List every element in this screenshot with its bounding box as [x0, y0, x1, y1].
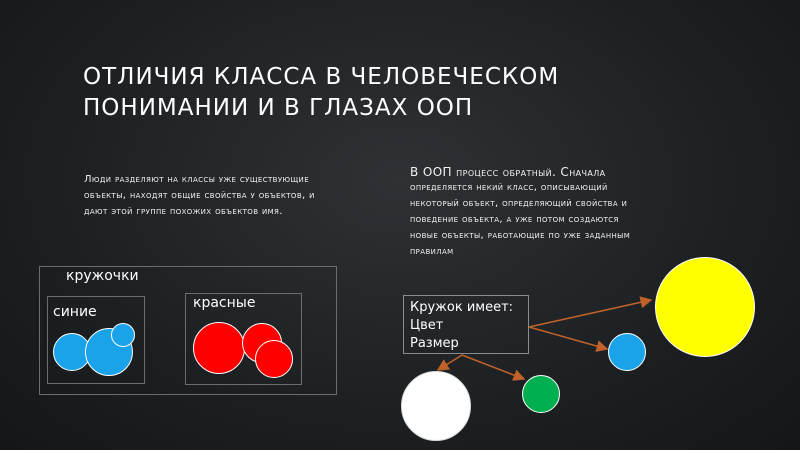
right-paragraph-line-1: В ООП процесс обратный. Сначала [410, 165, 606, 179]
property-color: Цвет [410, 318, 444, 333]
green-circle [522, 375, 560, 413]
group-label-blue: синие [53, 304, 97, 320]
left-paragraph-line-1: Люди разделяют на классы уже существующие [84, 174, 310, 185]
right-paragraph-line-5: новые объекты, работающие по уже заданным [410, 230, 631, 241]
blue-circle-single [608, 333, 646, 371]
arrow-to-white [438, 355, 462, 370]
property-size: Размер [410, 336, 459, 351]
title-line-2: ПОНИМАНИИ И В ГЛАЗАХ ООП [83, 95, 474, 121]
arrow-to-green [462, 355, 524, 379]
title-line-1: ОТЛИЧИЯ КЛАССА В ЧЕЛОВЕЧЕСКОМ [83, 64, 560, 90]
right-paragraph-line-2: определяется некий класс, описывающий [410, 182, 608, 193]
left-paragraph-line-3: дают этой группе похожих объектов имя. [84, 206, 283, 217]
yellow-circle [655, 257, 755, 357]
right-paragraph-line-3: некоторый объект, определяющий свойства и [410, 198, 628, 209]
group-label-mugs: кружочки [66, 268, 139, 284]
left-paragraph-line-2: объекты, находят общие свойства у объектов, и [84, 190, 315, 201]
right-paragraph-line-6: правилам [410, 246, 454, 257]
arrow-to-blue [529, 327, 607, 349]
right-paragraph-line-4: поведение объекта, а уже потом создаются [410, 214, 619, 225]
white-circle [401, 371, 471, 441]
group-label-red: красные [193, 295, 256, 311]
properties-heading: Кружок имеет: [410, 300, 514, 315]
arrow-to-yellow [529, 300, 651, 327]
